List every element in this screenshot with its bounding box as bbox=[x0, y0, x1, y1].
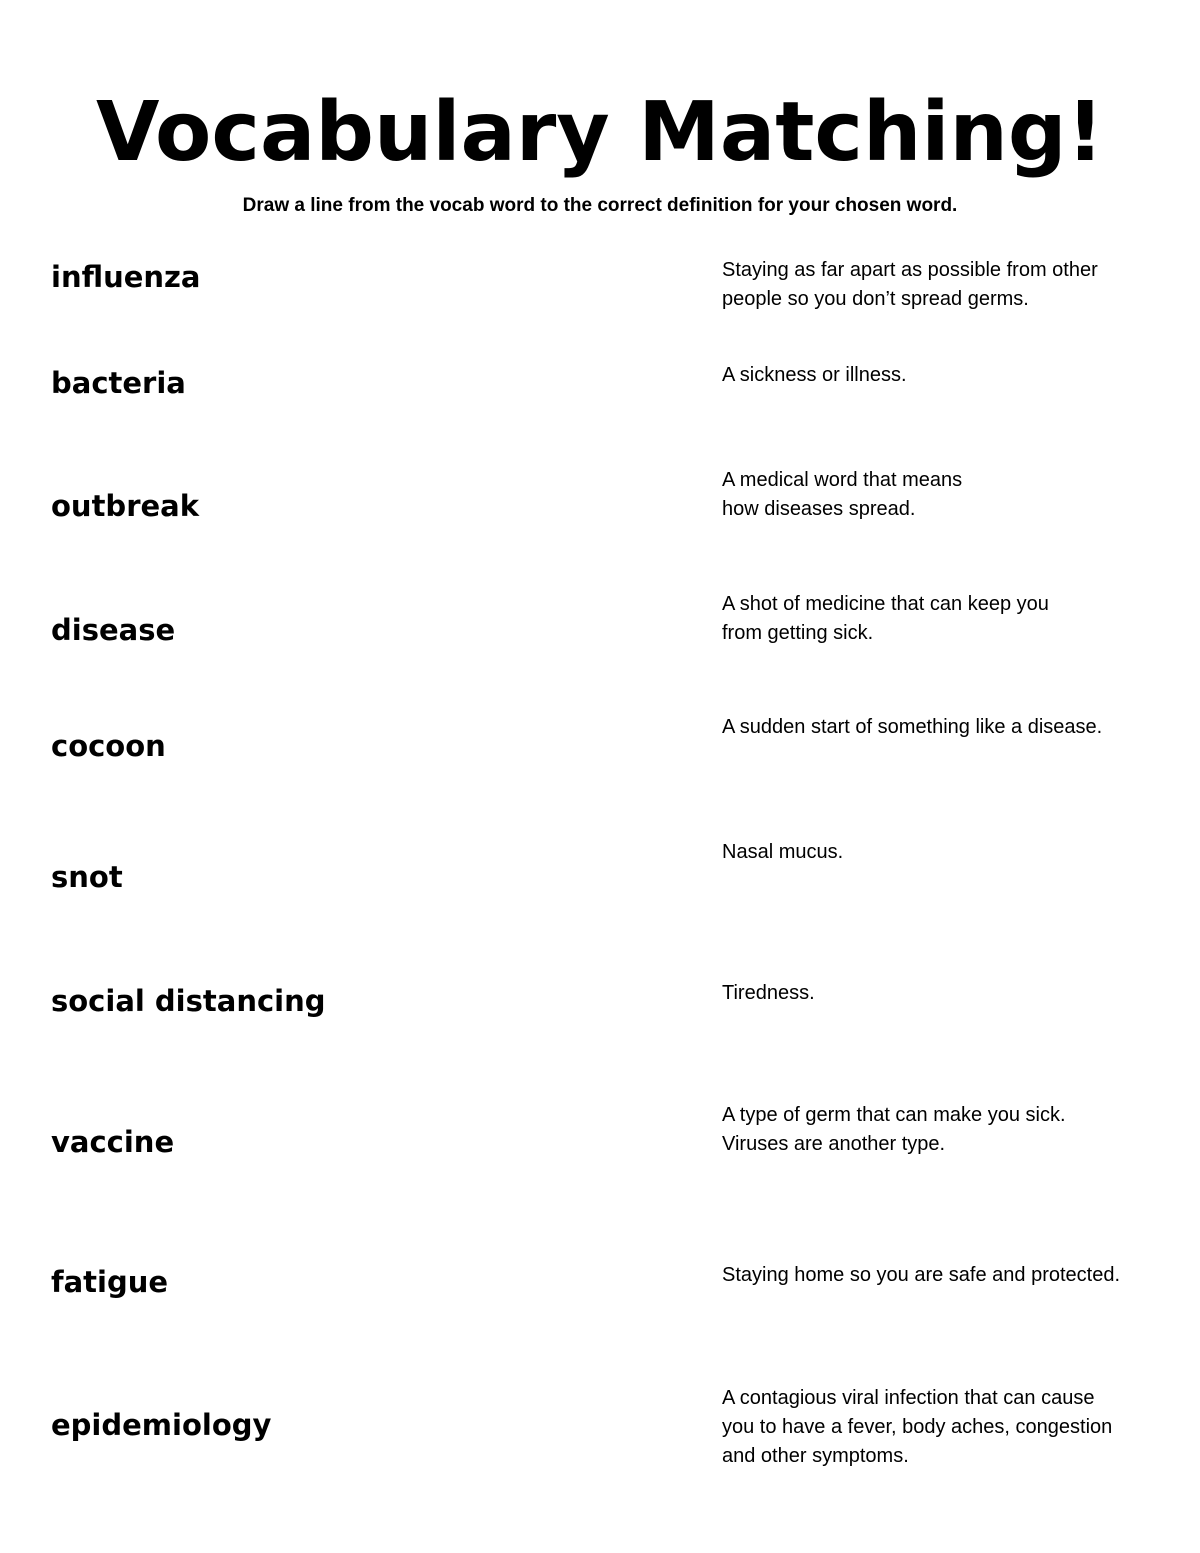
definition bbox=[722, 1101, 1172, 1159]
definition-line: A contagious viral infection that can cause bbox=[722, 1387, 1095, 1409]
vocab-word: fatigue bbox=[51, 1265, 169, 1299]
definition-line: Staying home so you are safe and protected. bbox=[722, 1264, 1121, 1286]
vocab-word: snot bbox=[51, 860, 123, 894]
definition-line: people so you don’t spread germs. bbox=[722, 288, 1029, 310]
vocab-word: outbreak bbox=[51, 489, 200, 523]
vocab-word: influenza bbox=[51, 260, 201, 294]
definition bbox=[722, 838, 1172, 867]
definition bbox=[722, 361, 1172, 390]
instructions: Draw a line from the vocab word to the correct definition for your chosen word. bbox=[242, 195, 958, 216]
definition-line: Nasal mucus. bbox=[722, 841, 844, 863]
definition bbox=[722, 713, 1172, 742]
vocab-word: epidemiology bbox=[51, 1408, 272, 1442]
definition-line: you to have a fever, body aches, congestion bbox=[722, 1416, 1113, 1438]
definition bbox=[722, 1384, 1172, 1471]
definition-line: A type of germ that can make you sick. bbox=[722, 1104, 1066, 1126]
vocab-word: vaccine bbox=[51, 1125, 175, 1159]
definition-line: Tiredness. bbox=[722, 982, 815, 1004]
definition-line: Viruses are another type. bbox=[722, 1133, 946, 1155]
definition-line: Staying as far apart as possible from other bbox=[722, 259, 1098, 281]
definition-line: from getting sick. bbox=[722, 622, 874, 644]
definition bbox=[722, 1261, 1172, 1290]
definition-line: how diseases spread. bbox=[722, 498, 916, 520]
definition-line: A medical word that means bbox=[722, 469, 963, 491]
definition bbox=[722, 590, 1172, 648]
definition bbox=[722, 256, 1172, 314]
vocab-word: cocoon bbox=[51, 729, 166, 763]
definition bbox=[722, 979, 1172, 1008]
vocab-word: disease bbox=[51, 613, 176, 647]
definition-line: A shot of medicine that can keep you bbox=[722, 593, 1049, 615]
definition-line: A sudden start of something like a disease. bbox=[722, 716, 1103, 738]
vocab-word: bacteria bbox=[51, 366, 186, 400]
definition bbox=[722, 466, 1172, 524]
definition-line: A sickness or illness. bbox=[722, 364, 907, 386]
vocab-word: social distancing bbox=[51, 984, 326, 1018]
definition-line: and other symptoms. bbox=[722, 1445, 909, 1467]
page-title: Vocabulary Matching! bbox=[96, 85, 1104, 180]
